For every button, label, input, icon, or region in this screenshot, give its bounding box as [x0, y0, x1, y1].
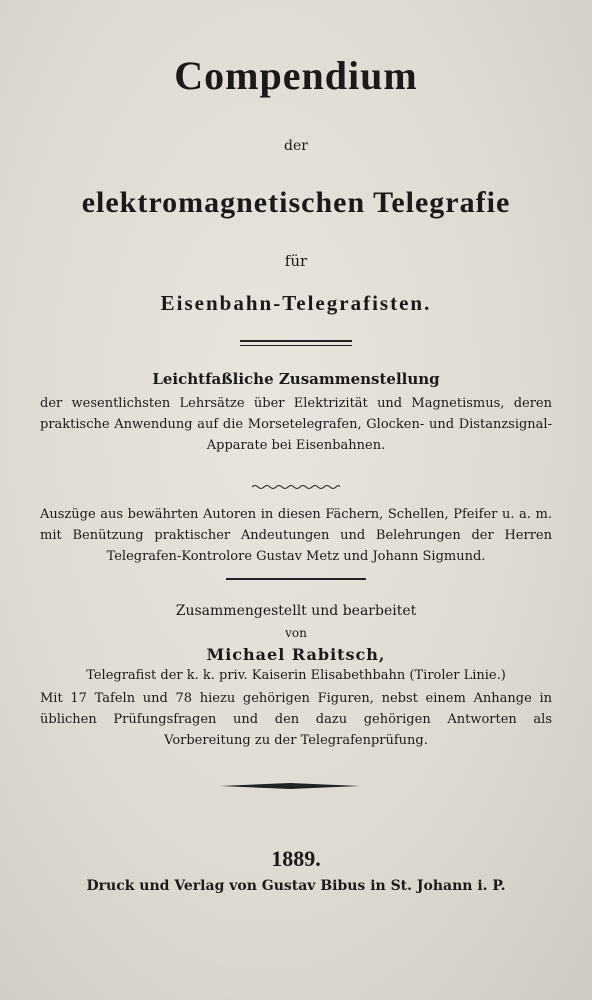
book-subject: elektromagnetischen Telegrafie: [81, 186, 511, 219]
author-role: Telegrafist der k. k. priv. Kaiserin Elisabethbahn (Tiroler Linie.): [86, 668, 506, 683]
compiled-line: Zusammengestellt und bearbeitet: [175, 603, 417, 619]
section1-heading: Leichtfaßliche Zusammenstellung: [152, 370, 440, 388]
book-audience: Eisenbahn-Telegrafisten.: [160, 291, 432, 315]
article-der: der: [284, 138, 308, 154]
book-title: Compendium: [174, 53, 418, 98]
section2-text: Auszüge aus bewährten Autoren in diesen Fächern, Schellen, Pfeifer u. a. m. mit Benützung praktischer Andeutungen und Belehrungen der Herren Telegrafen-Kontrolore Gustav Metz und Johann Sigmund.: [40, 507, 552, 564]
publisher-imprint: Druck und Verlag von Gustav Bibus in St. Johann i. P.: [86, 878, 506, 894]
double-rule-top: [240, 340, 352, 342]
wavy-divider: [252, 483, 340, 491]
double-rule-bottom: [240, 345, 352, 346]
section1-text: der wesentlichsten Lehrsätze über Elektrizität und Magnetismus, deren praktische Anwendung auf die Morsetelegrafen, Glocken- und Distanzsignal-Apparate bei Eisenbahnen.: [40, 396, 552, 453]
publication-year: 1889.: [271, 846, 321, 871]
preposition-von: von: [285, 626, 307, 640]
section3-text: Mit 17 Tafeln und 78 hiezu gehörigen Figuren, nebst einem Anhange in üblichen Prüfungsfragen und den dazu gehörigen Antworten als Vorbereitung zu der Telegrafenprüfung.: [40, 691, 552, 748]
dash-rule: [226, 578, 366, 580]
ornamental-rule: [220, 782, 360, 790]
preposition-fuer: für: [284, 252, 308, 270]
author-name: Michael Rabitsch,: [206, 645, 386, 664]
